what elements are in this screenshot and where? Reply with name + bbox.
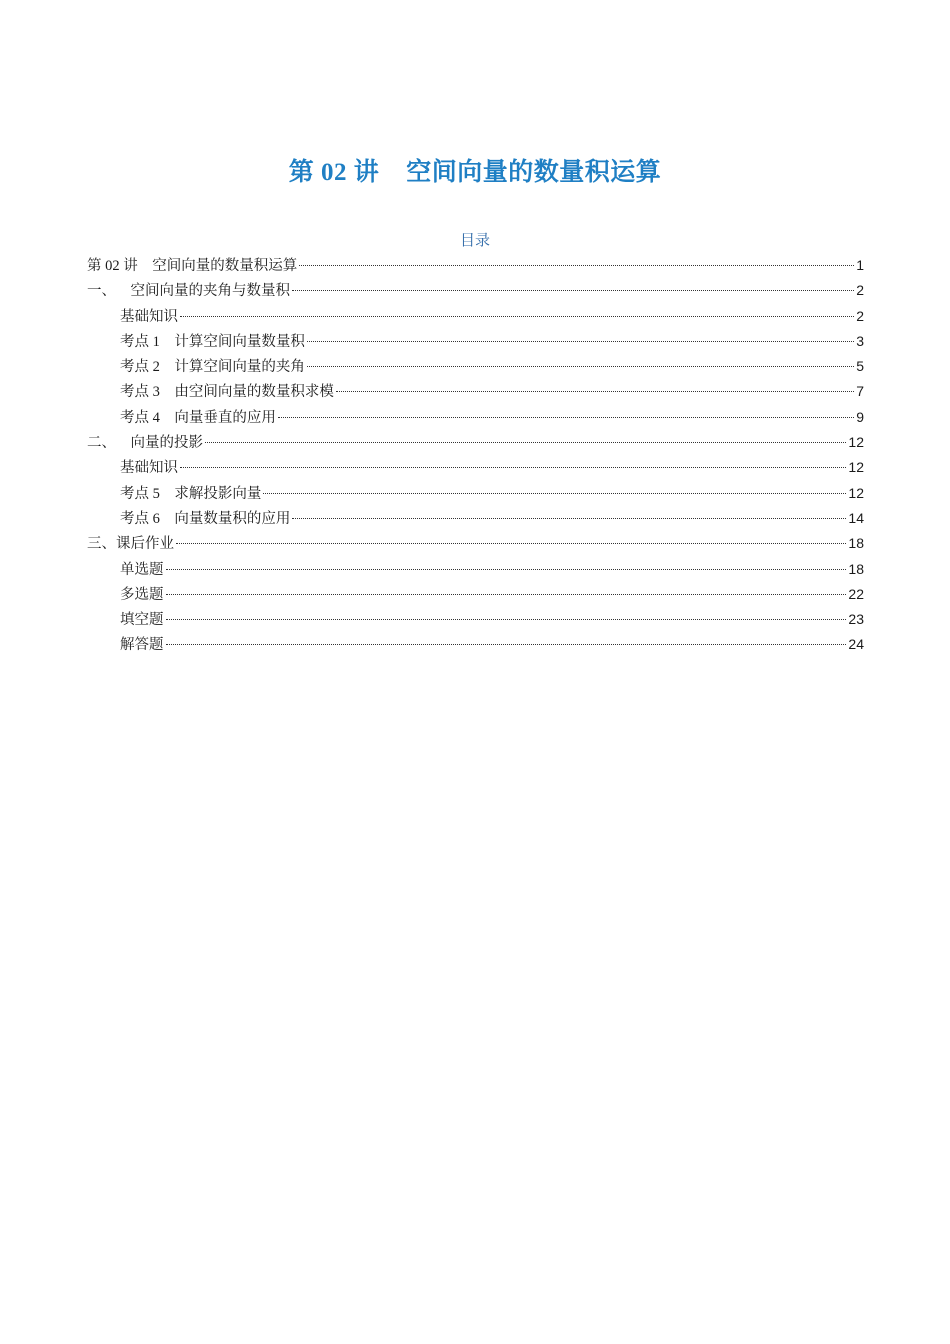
toc-entry-page: 12 [848,434,864,451]
toc-entry-label: 一、 空间向量的夹角与数量积 [87,283,290,300]
toc-entry-page: 2 [856,307,864,324]
toc-entry-label: 考点 5 求解投影向量 [120,485,262,502]
toc-entry-page: 1 [856,257,864,273]
toc-entry-label: 填空题 [120,612,164,629]
toc-leader-dots [205,442,846,443]
toc-entry-label: 二、 向量的投影 [87,435,203,452]
toc-entry-page: 5 [856,358,864,375]
toc-leader-dots [166,569,847,570]
toc-entry[interactable] [87,405,864,430]
toc-entry[interactable] [87,455,864,480]
toc-entry[interactable] [87,430,864,455]
toc-entry[interactable] [87,506,864,531]
toc-entry-label: 第 02 讲 空间向量的数量积运算 [87,258,298,274]
toc-leader-dots [292,518,846,519]
page-title: 第 02 讲 空间向量的数量积运算 [288,159,662,186]
toc-entry-page: 18 [848,535,864,552]
toc-entry[interactable] [87,329,864,354]
toc-entry-label: 考点 6 向量数量积的应用 [120,510,291,527]
toc-entry-page: 14 [848,509,864,526]
toc-entry-page: 18 [848,560,864,577]
toc-entry-page: 3 [856,332,864,349]
toc-entry[interactable] [87,379,864,404]
toc-entry[interactable] [87,278,864,303]
toc-leader-dots [166,594,847,595]
toc-entry-page: 12 [848,484,864,501]
toc-entry-label: 基础知识 [120,308,178,325]
toc-entry-page: 24 [848,636,864,653]
toc-leader-dots [176,543,846,544]
toc-entry-label: 考点 4 向量垂直的应用 [120,409,276,426]
toc-leader-dots [336,391,854,392]
toc-entry[interactable] [87,481,864,506]
toc-entry[interactable] [87,557,864,582]
toc-entry-label: 基础知识 [120,460,178,477]
toc-entry-label: 单选题 [120,561,164,578]
toc-entry[interactable] [87,607,864,632]
toc-entry[interactable] [87,354,864,379]
toc-leader-dots [166,619,847,620]
toc-leader-dots [278,417,854,418]
toc-leader-dots [292,290,854,291]
toc-entry-label: 考点 3 由空间向量的数量积求模 [120,384,334,401]
toc-entry-label: 考点 2 计算空间向量的夹角 [120,359,305,376]
toc-leader-dots [307,366,854,367]
toc-entry-label: 三、课后作业 [87,536,174,553]
toc-entry-label: 考点 1 计算空间向量数量积 [120,333,305,350]
toc-leader-dots [180,467,846,468]
toc-entry-page: 2 [856,282,864,299]
toc-entry-label: 解答题 [120,637,164,654]
toc-leader-dots [180,316,854,317]
toc-entry-page: 22 [848,585,864,602]
toc-entry[interactable] [87,304,864,329]
table-of-contents [87,253,864,658]
toc-entry[interactable] [87,582,864,607]
toc-entry-label: 多选题 [120,586,164,603]
toc-heading: 目录 [459,233,490,249]
toc-entry[interactable] [87,531,864,556]
toc-entry-page: 9 [856,408,864,425]
toc-entry[interactable] [87,632,864,657]
toc-leader-dots [263,493,846,494]
toc-leader-dots [166,644,847,645]
toc-leader-dots [299,265,854,266]
toc-entry[interactable] [87,253,864,278]
toc-leader-dots [307,341,854,342]
toc-entry-page: 12 [848,459,864,476]
toc-entry-page: 7 [856,383,864,400]
toc-entry-page: 23 [848,611,864,628]
